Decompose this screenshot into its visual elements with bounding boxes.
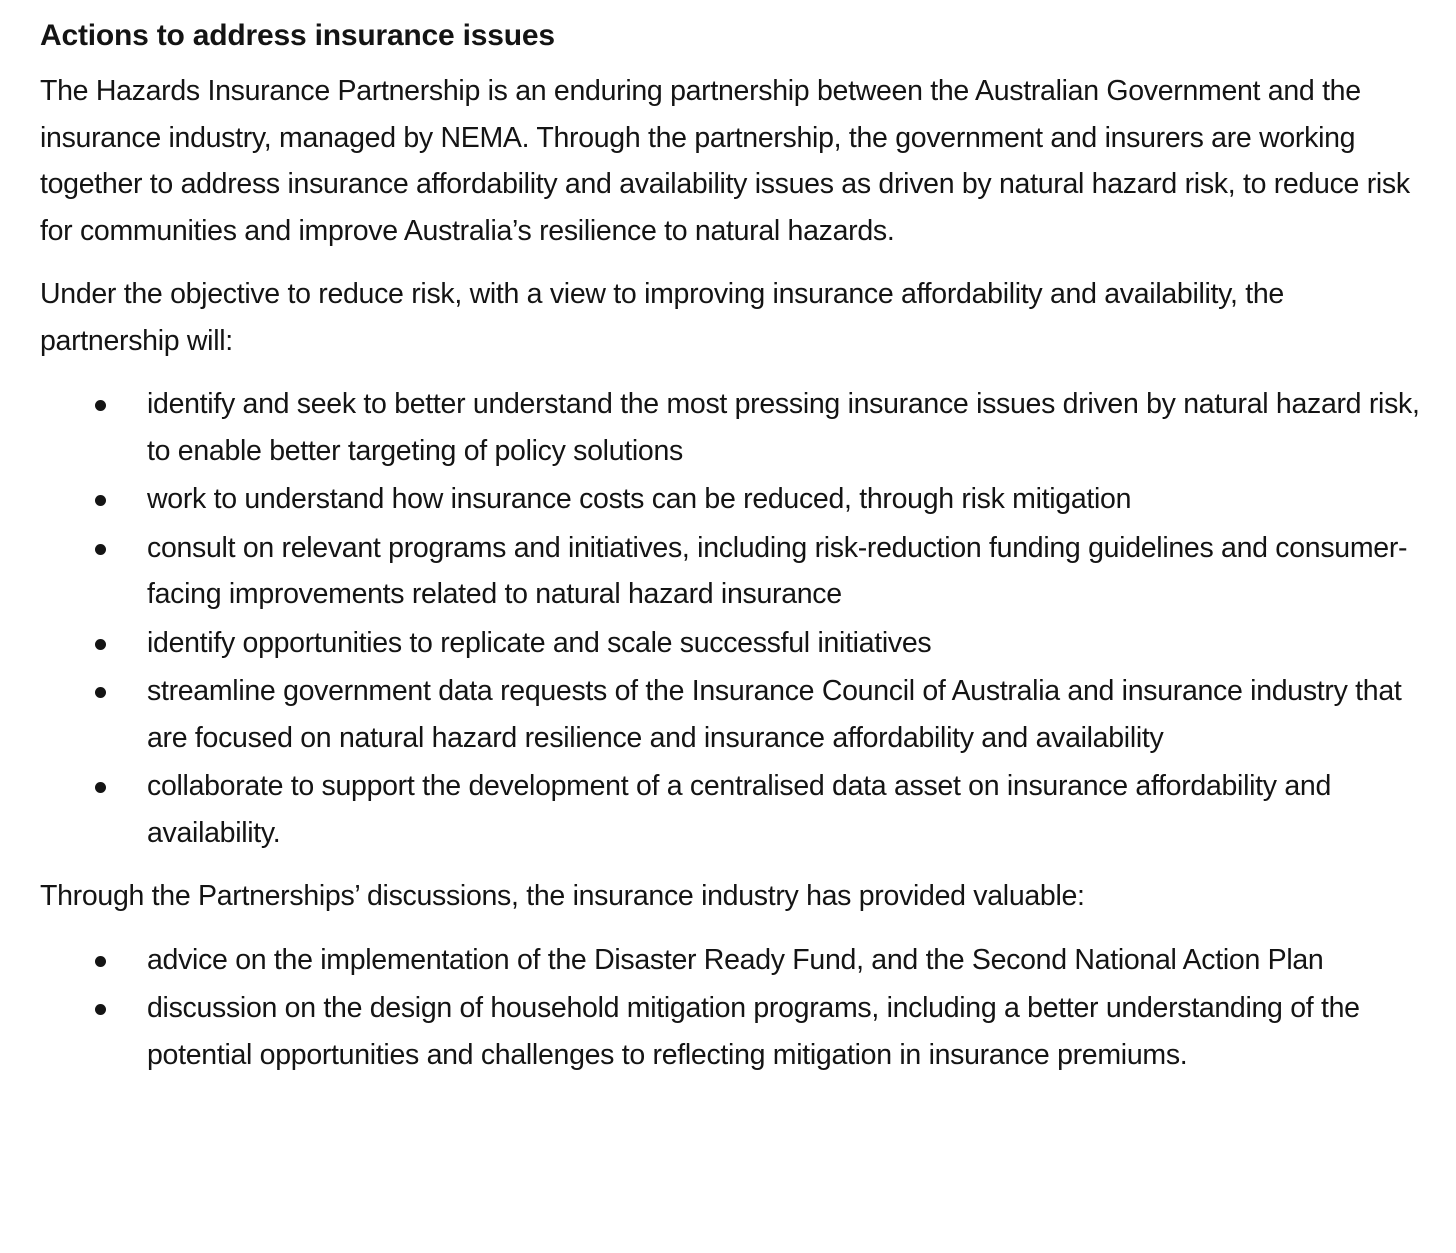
- list-item: [40, 763, 1420, 856]
- list-item-text: advice on the implementation of the Disaster Ready Fund, and the Second National Action Plan: [147, 943, 1324, 976]
- list-item-text: identify and seek to better understand the most pressing insurance issues driven by natural hazard risk, to enable better targeting of policy solutions: [147, 388, 1420, 467]
- list-item-text: work to understand how insurance costs can be reduced, through risk mitigation: [147, 483, 1132, 515]
- list-item-text: discussion on the design of household mitigation programs, including a better understanding of the potential opportunities and challenges to reflecting mitigation in insurance premiums.: [147, 992, 1360, 1071]
- list-item: [40, 937, 1420, 984]
- discussions-paragraph: Through the Partnerships’ discussions, the insurance industry has provided valuable:: [40, 880, 1085, 912]
- intro-paragraph: The Hazards Insurance Partnership is an enduring partnership between the Australian Government and the insurance industry, managed by NEMA. Through the partnership, the government and insurers are working together to address insurance affordability and availability issues as driven by natural hazard risk, to reduce risk for communities and improve Australia’s resilience to natural hazards.: [40, 75, 1410, 247]
- bullet-icon: [95, 639, 106, 650]
- bullet-icon: [95, 956, 106, 967]
- list-item: [40, 668, 1420, 761]
- bullet-icon: [95, 1004, 106, 1015]
- list-item-text: identify opportunities to replicate and scale successful initiatives: [147, 626, 932, 659]
- objective-paragraph: Under the objective to reduce risk, with a view to improving insurance affordability and availability, the partnership will:: [40, 278, 1284, 357]
- bullet-icon: [95, 687, 106, 698]
- list-item-text: consult on relevant programs and initiatives, including risk-reduction funding guidelines and consumer-facing improvements related to natural hazard insurance: [147, 531, 1408, 610]
- list-item: [40, 476, 1420, 523]
- partnership-actions-list: [40, 381, 1420, 856]
- list-item-text: streamline government data requests of the Insurance Council of Australia and insurance industry that are focused on natural hazard resilience and insurance affordability and availability: [147, 675, 1402, 754]
- list-item: [40, 985, 1420, 1078]
- list-item: [40, 525, 1420, 618]
- document-page: [40, 14, 1420, 1095]
- list-item: [40, 381, 1420, 474]
- section-heading: Actions to address insurance issues: [40, 19, 555, 52]
- bullet-icon: [95, 400, 106, 411]
- bullet-icon: [95, 544, 106, 555]
- bullet-icon: [95, 495, 106, 506]
- bullet-icon: [95, 782, 106, 793]
- list-item: [40, 620, 1420, 667]
- industry-contributions-list: [40, 937, 1420, 1079]
- list-item-text: collaborate to support the development of a centralised data asset on insurance affordability and availability.: [147, 770, 1331, 849]
